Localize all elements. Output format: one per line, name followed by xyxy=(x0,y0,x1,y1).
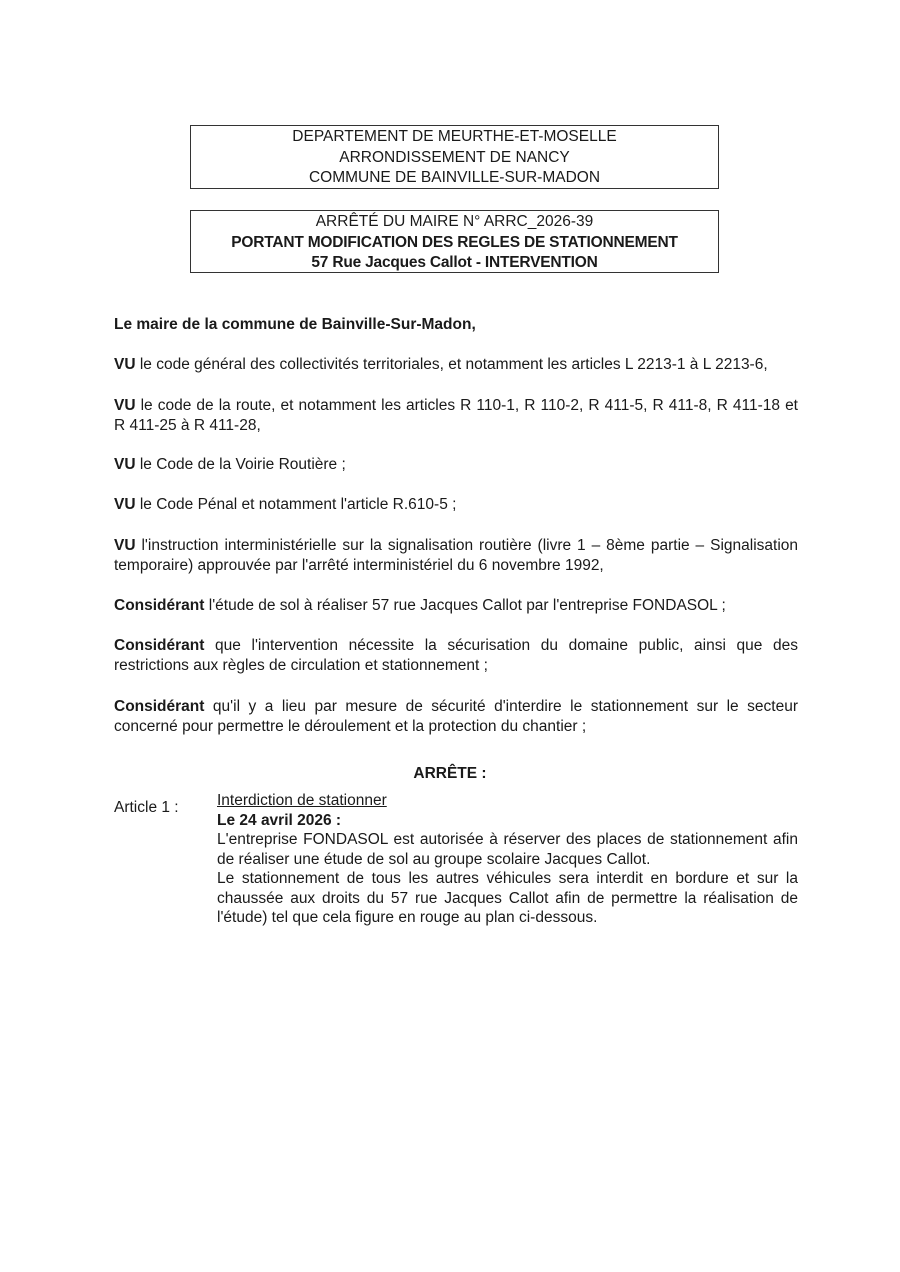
header-departement: DEPARTEMENT DE MEURTHE-ET-MOSELLE xyxy=(292,128,617,145)
considerant-lead: Considérant xyxy=(114,637,205,654)
considerant-text: l'étude de sol à réaliser 57 rue Jacques Callot par l'entreprise FONDASOL ; xyxy=(204,597,726,614)
considerant-paragraph xyxy=(114,697,798,736)
vu-paragraph xyxy=(114,455,798,475)
vu-paragraph xyxy=(114,495,798,515)
vu-paragraph xyxy=(114,396,798,435)
arrete-number: ARRÊTÉ DU MAIRE N° ARRC_2026-39 xyxy=(315,213,594,230)
article-1-label: Article 1 : xyxy=(114,799,179,816)
article-1-para-1: L'entreprise FONDASOL est autorisée à réserver des places de stationnement afin de réaliser une étude de sol au groupe scolaire Jacques Callot. xyxy=(217,831,798,868)
arrete-location: 57 Rue Jacques Callot - INTERVENTION xyxy=(311,254,598,271)
intro-maire: Le maire de la commune de Bainville-Sur-Madon, xyxy=(114,316,476,333)
vu-text: le Code de la Voirie Routière ; xyxy=(135,456,346,473)
considerant-text: qu'il y a lieu par mesure de sécurité d'interdire le stationnement sur le secteur concerné pour permettre le déroulement et la protection du chantier ; xyxy=(114,698,798,735)
title-box xyxy=(190,210,719,273)
considerant-text: que l'intervention nécessite la sécurisation du domaine public, ainsi que des restrictions aux règles de circulation et stationnement ; xyxy=(114,637,798,674)
vu-lead: VU xyxy=(114,397,136,414)
vu-paragraph xyxy=(114,536,798,575)
article-1-date: Le 24 avril 2026 : xyxy=(217,811,342,829)
vu-text: le Code Pénal et notamment l'article R.610-5 ; xyxy=(135,496,457,513)
vu-lead: VU xyxy=(114,456,136,473)
vu-lead: VU xyxy=(114,537,136,554)
vu-text: le code général des collectivités territoriales, et notamment les articles L 2213-1 à L 2213-6, xyxy=(135,356,768,373)
considerant-lead: Considérant xyxy=(114,698,205,715)
vu-lead: VU xyxy=(114,356,136,373)
vu-lead: VU xyxy=(114,496,136,513)
header-arrondissement: ARRONDISSEMENT DE NANCY xyxy=(339,148,570,166)
considerant-paragraph xyxy=(114,636,798,675)
vu-paragraph xyxy=(114,355,798,375)
considerant-paragraph xyxy=(114,596,798,616)
vu-text: le code de la route, et notamment les articles R 110-1, R 110-2, R 411-5, R 411-8, R 411-18 et R 411-25 à R 411-28, xyxy=(114,397,798,434)
article-1-body xyxy=(217,791,798,928)
article-1-para-2: Le stationnement de tous les autres véhicules sera interdit en bordure et sur la chaussée aux droits du 57 rue Jacques Callot afin de permettre la réalisation de l'étude) tel que cela figure en rouge au plan ci-dessous. xyxy=(217,870,798,926)
header-box xyxy=(190,125,719,189)
considerant-lead: Considérant xyxy=(114,597,205,614)
arrete-heading: ARRÊTE : xyxy=(413,765,487,782)
header-commune: COMMUNE DE BAINVILLE-SUR-MADON xyxy=(308,169,601,186)
arrete-subject: PORTANT MODIFICATION DES REGLES DE STATIONNEMENT xyxy=(231,233,678,251)
vu-text: l'instruction interministérielle sur la signalisation routière (livre 1 – 8ème partie – Signalisation temporaire) approuvée par l'arrêté interministériel du 6 novembre 1992, xyxy=(114,537,798,574)
article-1-subtitle: Interdiction de stationner xyxy=(217,792,387,809)
